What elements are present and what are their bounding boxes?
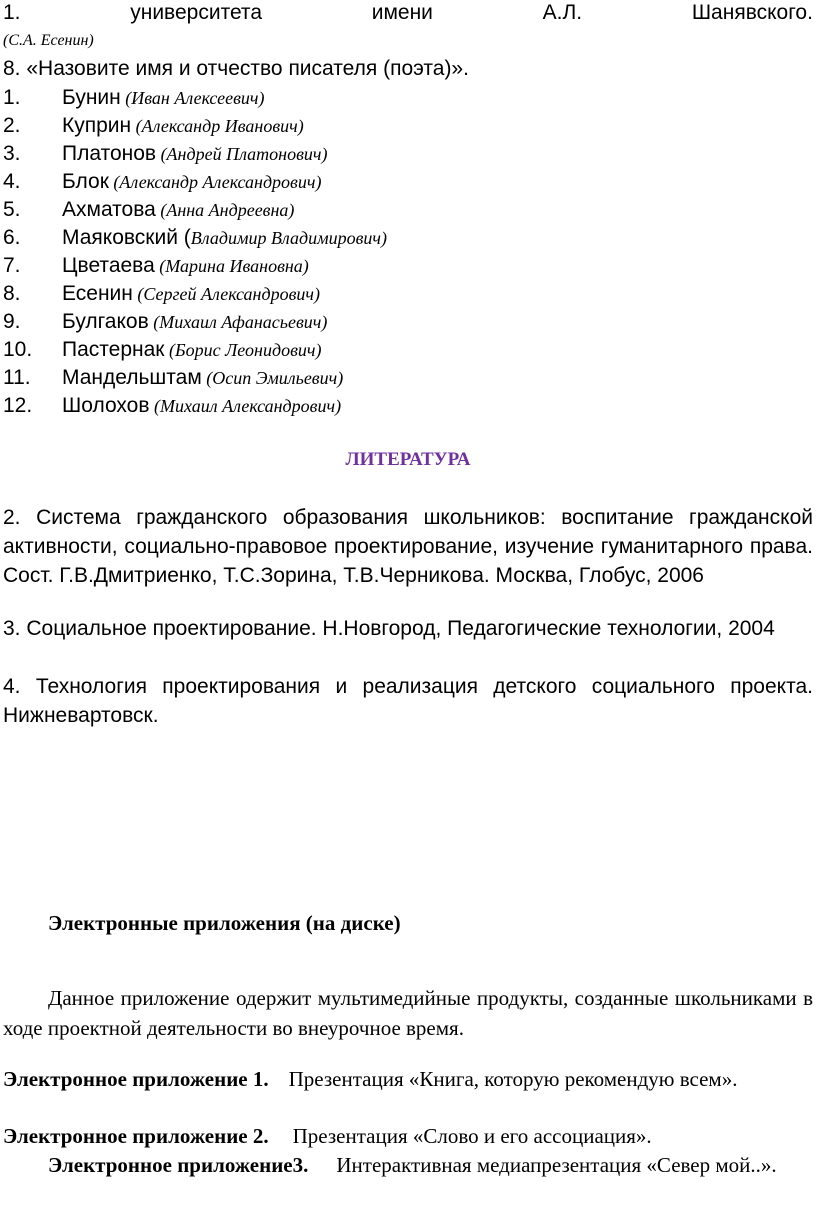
writer-number: 7. (3, 254, 21, 277)
writer-surname: Цветаева (62, 254, 155, 277)
electronic-app-1-text: Презентация «Книга, которую рекомендую всем». (288, 1067, 738, 1091)
electronic-app-1 (3, 1065, 793, 1094)
literature-item (3, 614, 813, 643)
writer-item (3, 140, 387, 168)
writer-name-patronymic: (Иван Алексеевич) (120, 88, 265, 108)
question-heading: 8. «Назовите имя и отчество писателя (поэта)». (3, 57, 469, 80)
writer-number: 3. (3, 142, 21, 165)
electronic-description: Данное приложение одержит мультимедийные продукты, созданные школьниками в ходе проектной деятельности во внеурочное время. (3, 986, 813, 1040)
literature-item-text: 2. Система гражданского образования школьников: воспитание гражданской активности, социально-правовое проектирование, изучение гуманитарного права. Сост. Г.В.Дмитриенко, Т.С.Зорина, Т.В.Черникова. Москва, Глобус, 2006 (3, 506, 813, 587)
writer-item (3, 280, 387, 308)
writer-item (3, 308, 387, 336)
writer-surname: Блок (62, 170, 109, 193)
writer-name-patronymic: (Михаил Афанасьевич) (148, 312, 328, 332)
electronic-app-3 (48, 1151, 813, 1180)
writer-name-patronymic: (Сергей Александрович) (132, 284, 320, 304)
writer-number: 9. (3, 310, 21, 333)
literature-title: ЛИТЕРАТУРА (345, 449, 471, 470)
literature-item (3, 503, 813, 590)
writer-item (3, 392, 387, 420)
writer-name-patronymic: (Андрей Платонович) (156, 144, 328, 164)
electronic-app-3-label: Электронное приложение3. (48, 1153, 309, 1177)
writers-list (3, 84, 387, 420)
top-line-word-2: имени (371, 1, 433, 24)
electronic-title: Электронные приложения (на диске) (48, 911, 401, 935)
writer-surname: Маяковский ( (62, 226, 191, 249)
writer-surname: Пастернак (62, 338, 165, 361)
literature-item-text: 4. Технология проектирования и реализация детского социального проекта. Нижневартовск. (3, 675, 813, 727)
writer-item (3, 336, 387, 364)
top-line-number: 1. (3, 1, 21, 24)
top-line (3, 1, 813, 25)
electronic-app-3-text: Интерактивная медиапрезентация «Север мой..». (336, 1153, 777, 1177)
writer-number: 1. (3, 86, 21, 109)
writer-item (3, 364, 387, 392)
writer-number: 11. (3, 366, 31, 389)
writer-surname: Ахматова (62, 198, 156, 221)
writer-item (3, 112, 387, 140)
writer-surname: Шолохов (62, 394, 150, 417)
top-line-word-1: университета (130, 1, 262, 24)
writer-number: 8. (3, 282, 21, 305)
writer-name-patronymic: (Михаил Александрович) (149, 396, 342, 416)
writer-item (3, 196, 387, 224)
writer-surname: Бунин (62, 86, 121, 109)
writer-name-patronymic: (Александр Александрович) (108, 172, 322, 192)
writer-name-patronymic: (Осип Эмильевич) (201, 368, 344, 388)
author-note: (С.А. Есенин) (3, 32, 94, 49)
writer-name-patronymic: Владимир Владимирович) (190, 228, 387, 248)
writer-name-patronymic: (Анна Андреевна) (155, 200, 295, 220)
writer-item (3, 168, 387, 196)
writer-number: 12. (3, 394, 33, 417)
writer-item (3, 84, 387, 112)
writer-surname: Есенин (62, 282, 133, 305)
electronic-app-1-label: Электронное приложение 1. (3, 1067, 269, 1091)
literature-item (3, 672, 813, 730)
writer-name-patronymic: (Борис Леонидович) (164, 340, 322, 360)
writer-item (3, 252, 387, 280)
electronic-app-2-label: Электронное приложение 2. (3, 1124, 269, 1148)
writer-number: 5. (3, 198, 21, 221)
electronic-app-2-text: Презентация «Слово и его ассоциация». (292, 1124, 652, 1148)
top-line-word-3: А.Л. (542, 1, 583, 24)
writer-number: 6. (3, 226, 21, 249)
writer-name-patronymic: (Александр Иванович) (131, 116, 304, 136)
writer-surname: Булгаков (62, 310, 149, 333)
literature-item-text: 3. Социальное проектирование. Н.Новгород, Педагогические технологии, 2004 (3, 617, 775, 640)
writer-item (3, 224, 387, 252)
electronic-app-2 (3, 1122, 803, 1151)
writer-number: 4. (3, 170, 21, 193)
writer-surname: Куприн (62, 114, 132, 137)
writer-surname: Мандельштам (62, 366, 202, 389)
writer-number: 10. (3, 338, 33, 361)
writer-surname: Платонов (62, 142, 157, 165)
writer-name-patronymic: (Марина Ивановна) (154, 256, 309, 276)
top-line-word-4: Шанявского. (691, 1, 813, 24)
writer-number: 2. (3, 114, 21, 137)
